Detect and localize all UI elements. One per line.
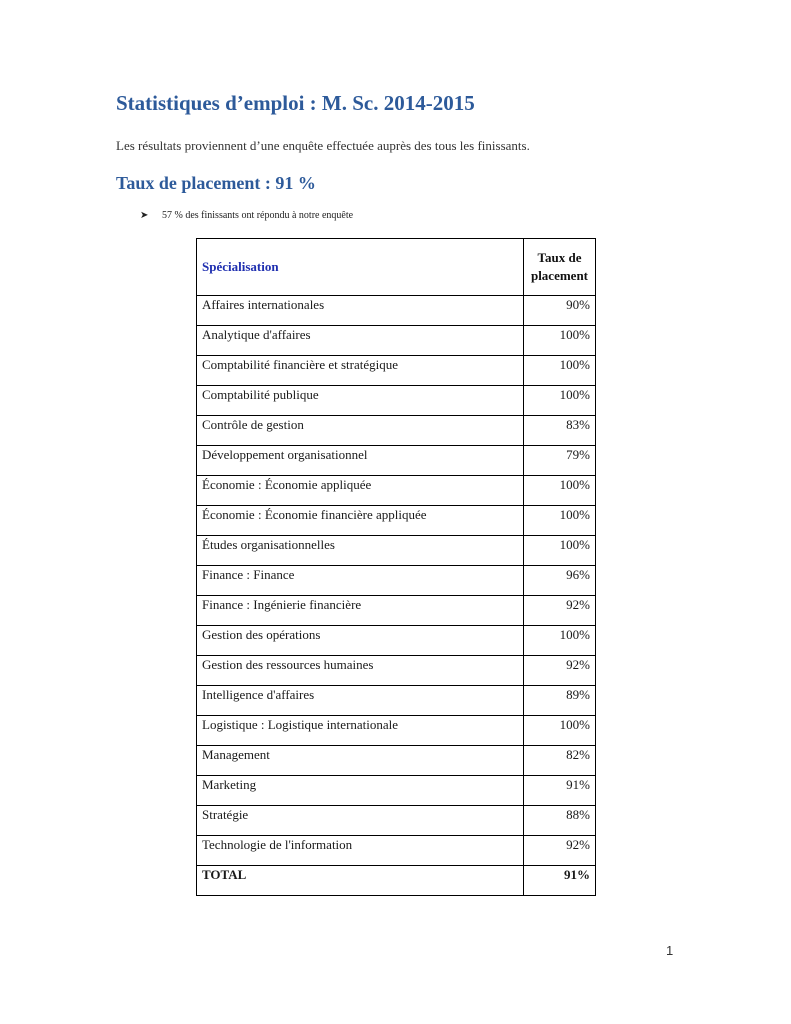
placement-rate-cell: 100%: [524, 476, 596, 506]
specialisation-cell: Marketing: [197, 776, 524, 806]
table-row: [197, 506, 596, 536]
table-row: [197, 626, 596, 656]
table-row: [197, 416, 596, 446]
table-row: [197, 356, 596, 386]
total-label-cell: TOTAL: [197, 866, 524, 896]
specialisation-cell: Économie : Économie appliquée: [197, 476, 524, 506]
arrow-bullet-icon: ➤: [140, 210, 149, 221]
header-rate-line1: Taux de: [537, 250, 582, 265]
placement-rate-cell: 100%: [524, 506, 596, 536]
specialisation-cell: Technologie de l'information: [197, 836, 524, 866]
specialisation-cell: Études organisationnelles: [197, 536, 524, 566]
specialisation-cell: Management: [197, 746, 524, 776]
total-rate-cell: 91%: [524, 866, 596, 896]
table-body: [197, 296, 596, 896]
table-row: [197, 656, 596, 686]
table-row: [197, 686, 596, 716]
table-header-row: [197, 239, 596, 296]
table-row: [197, 806, 596, 836]
table-row: [197, 446, 596, 476]
table-row: [197, 746, 596, 776]
header-placement-rate: [524, 239, 596, 296]
header-rate-line2: placement: [530, 268, 589, 283]
table-row: [197, 386, 596, 416]
specialisation-cell: Finance : Ingénierie financière: [197, 596, 524, 626]
placement-table: [196, 238, 596, 896]
table-row: [197, 566, 596, 596]
placement-rate-cell: 92%: [524, 596, 596, 626]
table-row: [197, 296, 596, 326]
response-rate-text: 57 % des finissants ont répondu à notre enquête: [162, 210, 354, 221]
specialisation-cell: Comptabilité financière et stratégique: [197, 356, 524, 386]
specialisation-cell: Affaires internationales: [197, 296, 524, 326]
table-row: [197, 596, 596, 626]
specialisation-cell: Gestion des opérations: [197, 626, 524, 656]
placement-rate-heading: Taux de placement : 91 %: [116, 173, 316, 193]
placement-rate-cell: 100%: [524, 356, 596, 386]
placement-rate-cell: 82%: [524, 746, 596, 776]
placement-rate-cell: 100%: [524, 536, 596, 566]
page-title: Statistiques d’emploi : M. Sc. 2014-2015: [116, 91, 475, 115]
specialisation-cell: Stratégie: [197, 806, 524, 836]
specialisation-cell: Finance : Finance: [197, 566, 524, 596]
table-row: [197, 716, 596, 746]
specialisation-cell: Logistique : Logistique internationale: [197, 716, 524, 746]
table-row: [197, 326, 596, 356]
placement-rate-cell: 100%: [524, 386, 596, 416]
table-row: [197, 836, 596, 866]
placement-rate-cell: 92%: [524, 836, 596, 866]
table-row: [197, 476, 596, 506]
placement-rate-cell: 96%: [524, 566, 596, 596]
placement-rate-cell: 92%: [524, 656, 596, 686]
placement-rate-cell: 88%: [524, 806, 596, 836]
placement-rate-cell: 100%: [524, 626, 596, 656]
header-specialisation: Spécialisation: [197, 239, 524, 296]
placement-rate-cell: 91%: [524, 776, 596, 806]
specialisation-cell: Économie : Économie financière appliquée: [197, 506, 524, 536]
placement-rate-cell: 79%: [524, 446, 596, 476]
placement-rate-cell: 90%: [524, 296, 596, 326]
placement-rate-cell: 100%: [524, 716, 596, 746]
specialisation-cell: Développement organisationnel: [197, 446, 524, 476]
specialisation-cell: Contrôle de gestion: [197, 416, 524, 446]
response-rate-bullet: [140, 210, 353, 221]
table-row: [197, 536, 596, 566]
page-number: 1: [666, 943, 674, 958]
intro-text: Les résultats proviennent d’une enquête effectuée auprès des tous les finissants.: [116, 138, 530, 153]
placement-rate-cell: 100%: [524, 326, 596, 356]
specialisation-cell: Comptabilité publique: [197, 386, 524, 416]
specialisation-cell: Gestion des ressources humaines: [197, 656, 524, 686]
placement-rate-cell: 89%: [524, 686, 596, 716]
table-row: [197, 776, 596, 806]
placement-rate-cell: 83%: [524, 416, 596, 446]
specialisation-cell: Intelligence d'affaires: [197, 686, 524, 716]
specialisation-cell: Analytique d'affaires: [197, 326, 524, 356]
total-row: [197, 866, 596, 896]
